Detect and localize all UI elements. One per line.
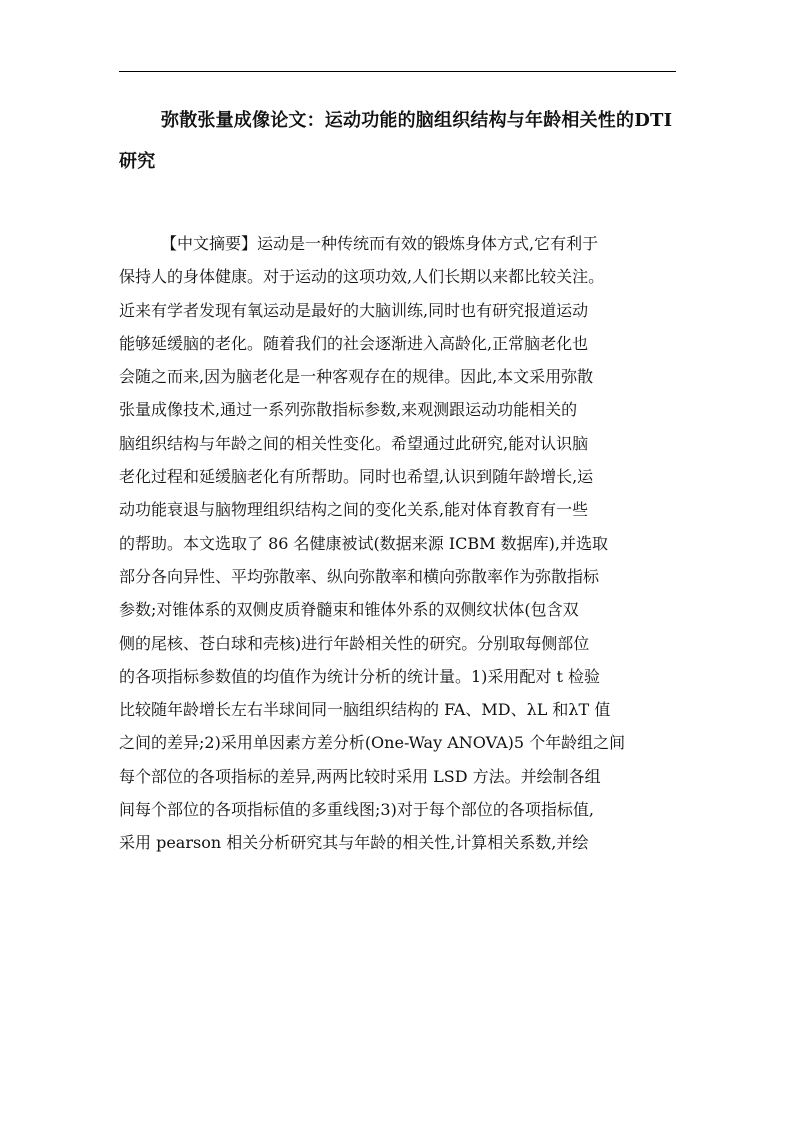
abstract-line: 老化过程和延缓脑老化有所帮助。同时也希望,认识到随年龄增长,运 [119, 467, 594, 487]
abstract-line: 侧的尾核、苍白球和壳核)进行年龄相关性的研究。分别取每侧部位 [119, 633, 590, 653]
abstract-line: 间每个部位的各项指标值的多重线图;3)对于每个部位的各项指标值, [119, 800, 594, 820]
abstract-line: 会随之而来,因为脑老化是一种客观存在的规律。因此,本文采用弥散 [119, 367, 594, 387]
abstract-line: 动功能衰退与脑物理组织结构之间的变化关系,能对体育教育有一些 [119, 500, 589, 520]
abstract-line: 脑组织结构与年龄之间的相关性变化。希望通过此研究,能对认识脑 [119, 433, 589, 453]
abstract-line: 的各项指标参数值的均值作为统计分析的统计量。1)采用配对 t 检验 [119, 666, 601, 686]
abstract-line: 部分各向异性、平均弥散率、纵向弥散率和横向弥散率作为弥散指标 [119, 566, 600, 586]
abstract-line: 之间的差异;2)采用单因素方差分析(One-Way ANOVA)5 个年龄组之间 [119, 733, 626, 753]
abstract-line: 【中文摘要】运动是一种传统而有效的锻炼身体方式,它有利于 [161, 234, 599, 253]
abstract-line: 参数;对锥体系的双侧皮质脊髓束和锥体外系的双侧纹状体(包含双 [119, 600, 579, 620]
document-title: 弥散张量成像论文：运动功能的脑组织结构与年龄相关性的DTI研究 [119, 110, 673, 172]
abstract-body [119, 227, 677, 860]
abstract-line: 采用 pearson 相关分析研究其与年龄的相关性,计算相关系数,并绘 [119, 833, 589, 853]
abstract-line: 张量成像技术,通过一系列弥散指标参数,来观测跟运动功能相关的 [119, 400, 578, 420]
abstract-line: 保持人的身体健康。对于运动的这项功效,人们长期以来都比较关注。 [119, 267, 605, 287]
abstract-line: 每个部位的各项指标的差异,两两比较时采用 LSD 方法。并绘制各组 [119, 766, 601, 786]
abstract-line: 比较随年龄增长左右半球间同一脑组织结构的 FA、MD、λL 和λT 值 [119, 700, 611, 720]
abstract-line: 的帮助。本文选取了 86 名健康被试(数据来源 ICBM 数据库),并选取 [119, 533, 608, 553]
abstract-line: 近来有学者发现有氧运动是最好的大脑训练,同时也有研究报道运动 [119, 300, 589, 320]
abstract-line: 能够延缓脑的老化。随着我们的社会逐渐进入高龄化,正常脑老化也 [119, 333, 589, 353]
header-rule [119, 71, 676, 72]
